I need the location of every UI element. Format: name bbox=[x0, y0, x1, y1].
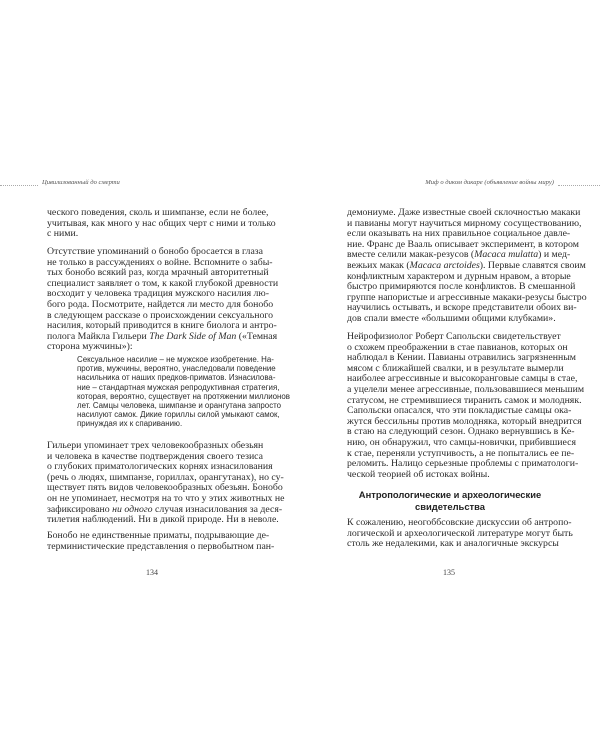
text-line: ческой теорией об истоках войны. bbox=[347, 468, 490, 480]
text-line: быстро примиряются после конфликтов. В смешанной bbox=[347, 281, 576, 293]
text-line: бого рода. Посмотрите, найдется ли место для бонобо bbox=[47, 298, 274, 310]
text-line: специалист заявляет о том, к какой глубокой древности bbox=[47, 277, 279, 289]
text-line: статусом, не стремившиеся тиранить самок и молодняк. bbox=[347, 394, 582, 406]
paragraph bbox=[47, 207, 276, 240]
text-line: Отсутствие упоминаний о бонобо бросается в глаза bbox=[47, 246, 264, 257]
text-line: восходит у человека традиция мужского насилия лю- bbox=[47, 288, 270, 300]
text-segment: ). Первые славятся своим bbox=[479, 259, 586, 271]
text-segment: («Темная bbox=[236, 330, 278, 342]
text-line: ние – стандартная мужская репродуктивная стратегия, bbox=[77, 382, 280, 392]
text-line: и павианы могут научиться мирному сосуществованию, bbox=[347, 217, 582, 229]
text-segment: вежьих макак ( bbox=[347, 259, 410, 271]
text-line: свидетельства bbox=[415, 501, 485, 512]
text-line: конфликтным характером и дурным нравом, а вторые bbox=[347, 270, 571, 282]
text-line: мясом с ближайшей свалки, и в результате вымерли bbox=[347, 362, 564, 374]
text-line: не только в рассуждениях о войне. Вспомните о забы- bbox=[47, 256, 273, 268]
text-line: логической и археологической литературе могут быть bbox=[347, 527, 573, 539]
text-segment: вместе селили макак-резусов ( bbox=[347, 249, 475, 261]
text-line: дов спали вместе «большими общими клубками». bbox=[347, 312, 556, 324]
text-segment: ) и мед- bbox=[538, 249, 571, 261]
section-heading bbox=[347, 489, 553, 513]
text-line: терминистические представления о первобытном пан- bbox=[47, 540, 275, 552]
text-line: ществует пять видов человекообразных обезьян. Бонобо bbox=[47, 482, 283, 494]
text-line: жутся бессильны против молодняка, который внедрится bbox=[347, 415, 582, 427]
text-line: К сожалению, неогоббсовские дискуссии об антропо- bbox=[347, 517, 572, 528]
running-head-rule bbox=[558, 185, 600, 186]
italic-text: ни одного bbox=[112, 503, 153, 515]
text-line: он не упоминает, несмотря на то что у этих животных не bbox=[47, 492, 285, 504]
text-line: лет. Самцы человека, шимпанзе и орангутана запросто bbox=[77, 401, 282, 411]
text-line: о схожем преображении в стае павианов, которых он bbox=[347, 341, 568, 353]
text-line: насильника от наших предков-приматов. Изнасилова- bbox=[77, 373, 276, 383]
text-line: реломить. Налицо серьезные проблемы с приматологи- bbox=[347, 458, 579, 470]
paragraph bbox=[347, 517, 573, 550]
text-line: к стае, переняли уступчивость, а не попытались ее пе- bbox=[347, 447, 575, 459]
text-line: а уцелели менее агрессивные, пользовавшиеся меньшим bbox=[347, 383, 585, 395]
italic-text: The Dark Side of Man bbox=[149, 330, 237, 342]
text-line: учитывая, как много у нас общих черт с ними и только bbox=[47, 217, 276, 229]
text-line: о глубоких приматологических корнях изнасилования bbox=[47, 461, 273, 473]
text-line: сторона мужчины»): bbox=[47, 341, 133, 353]
block-quote bbox=[77, 355, 290, 429]
page-number: 134 bbox=[146, 568, 158, 577]
paragraph bbox=[47, 440, 285, 526]
text-line: Сексуальное насилие – не мужское изобретение. На- bbox=[77, 355, 274, 364]
text-line: Сапольски опасался, что эти покладистые самцы ока- bbox=[347, 405, 572, 417]
running-head-rule bbox=[0, 185, 38, 186]
text-line: научились остывать, и вскоре представители обоих ви- bbox=[347, 302, 577, 314]
text-line: группе напористые и агрессивные макаки-резусы быстро bbox=[347, 291, 587, 303]
text-line bbox=[347, 259, 586, 272]
text-line: тилетия наблюдений. Ни в дикой природе. Ни в неволе. bbox=[47, 514, 279, 526]
text-line: которая, вероятно, существует на протяжении миллионов bbox=[77, 391, 290, 401]
text-segment: случая изнасилования за деся- bbox=[152, 503, 283, 515]
text-line: Гильери упоминает трех человекообразных обезьян bbox=[47, 440, 264, 451]
text-line: нию, он обнаружил, что самцы-новички, прибившиеся bbox=[347, 436, 576, 448]
text-line: если оказывать на них правильное социальное давле- bbox=[347, 228, 571, 240]
text-line: наиболее агрессивные и высокоранговые самцы в стае, bbox=[347, 373, 578, 385]
text-line: ческого поведения, сколь и шимпанзе, если не более, bbox=[47, 207, 269, 218]
text-line: в стаю на следующий сезон. Однако вернувшись в Ке- bbox=[347, 426, 575, 438]
right-page bbox=[300, 0, 600, 750]
text-line: наблюдал в Кении. Павианы отравились загрязненным bbox=[347, 352, 576, 364]
text-line: в следующем рассказе о происхождении сексуального bbox=[47, 309, 274, 321]
paragraph bbox=[47, 530, 275, 552]
running-head: Миф о диком дикаре (объявление войны миру) bbox=[425, 179, 554, 186]
paragraph bbox=[347, 207, 587, 325]
text-line: тых бонобо всякий раз, когда мрачный авторитетный bbox=[47, 267, 269, 279]
text-line: (речь о людях, шимпанзе, гориллах, орангутанах), но су- bbox=[47, 471, 284, 483]
text-segment: зафиксировано bbox=[47, 503, 113, 515]
text-line: и человека в качестве подтверждения своего тезиса bbox=[47, 450, 263, 462]
page-number: 135 bbox=[443, 568, 455, 577]
text-line: насилуют самок. Дикие гориллы силой умыкают самок, bbox=[77, 410, 280, 420]
text-line: демониуме. Даже известные своей склочностью макаки bbox=[347, 207, 581, 218]
text-line: Бонобо не единственные приматы, подрывающие де- bbox=[47, 530, 270, 541]
italic-text: Macaca mulatta bbox=[474, 249, 539, 261]
text-line: принуждая их к спариванию. bbox=[77, 419, 183, 429]
text-line: с ними. bbox=[47, 228, 79, 240]
text-segment: полога Майкла Гильери bbox=[47, 330, 150, 342]
paragraph bbox=[47, 246, 279, 353]
text-line: против, мужчины, вероятно, унаследовали поведение bbox=[77, 364, 276, 374]
text-line: Антропологические и археологические bbox=[358, 489, 542, 500]
italic-text: Macaca arctoides bbox=[409, 259, 480, 271]
text-line: ние. Франс де Вааль описывает эксперимент, в котором bbox=[347, 238, 579, 250]
paragraph bbox=[347, 331, 585, 480]
text-line: столь же недалекими, как и аналогичные экскурсы bbox=[347, 538, 559, 550]
running-head: Цивилизованный до смерти bbox=[42, 179, 120, 186]
text-line: Нейрофизиолог Роберт Сапольски свидетельствует bbox=[347, 331, 561, 342]
text-line: насилия, который приводится в книге биолога и антро- bbox=[47, 320, 277, 332]
